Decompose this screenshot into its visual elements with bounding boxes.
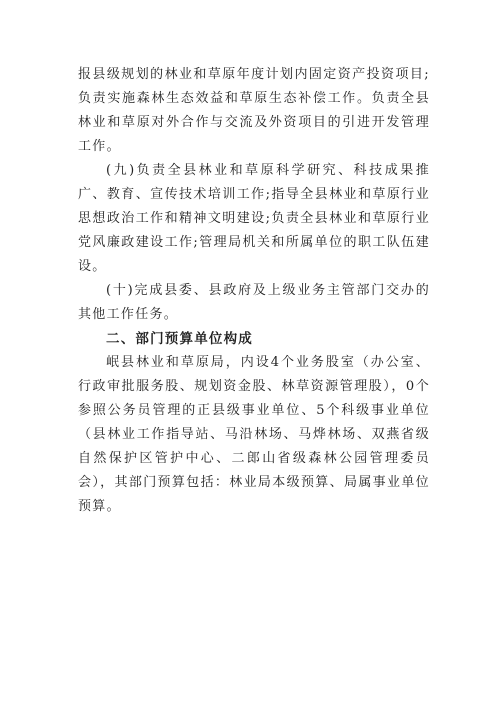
document-body [78, 63, 430, 519]
paragraph-continuation: 报县级规划的林业和草原年度计划内固定资产投资项目;负责实施森林生态效益和草原生态补偿工作。负责全县林业和草原对外合作与交流及外资项目的引进开发管理工作。 [78, 67, 430, 154]
paragraph-item-9: (九)负责全县林业和草原科学研究、科技成果推广、教育、宣传技术培训工作;指导全县林业和草原行业思想政治工作和精神文明建设;负责全县林业和草原行业党风廉政建设工作;管理局机关和所属单位的职工队伍建设。 [78, 163, 430, 274]
paragraph-item-10: (十)完成县委、县政府及上级业务主管部门交办的其他工作任务。 [78, 283, 430, 322]
section-body-paragraph: 岷县林业和草原局，内设4个业务股室（办公室、行政审批服务股、规划资金股、林草资源管理股），0个参照公务员管理的正县级事业单位、5个科级事业单位（县林业工作指导站、马沿林场、马烨林场、双燕省级自然保护区管护中心、二郎山省级森林公园管理委员会），其部门预算包括：林业局本级预算、局属事业单位预算。 [78, 355, 430, 514]
section-heading: 二、部门预算单位构成 [106, 331, 253, 347]
